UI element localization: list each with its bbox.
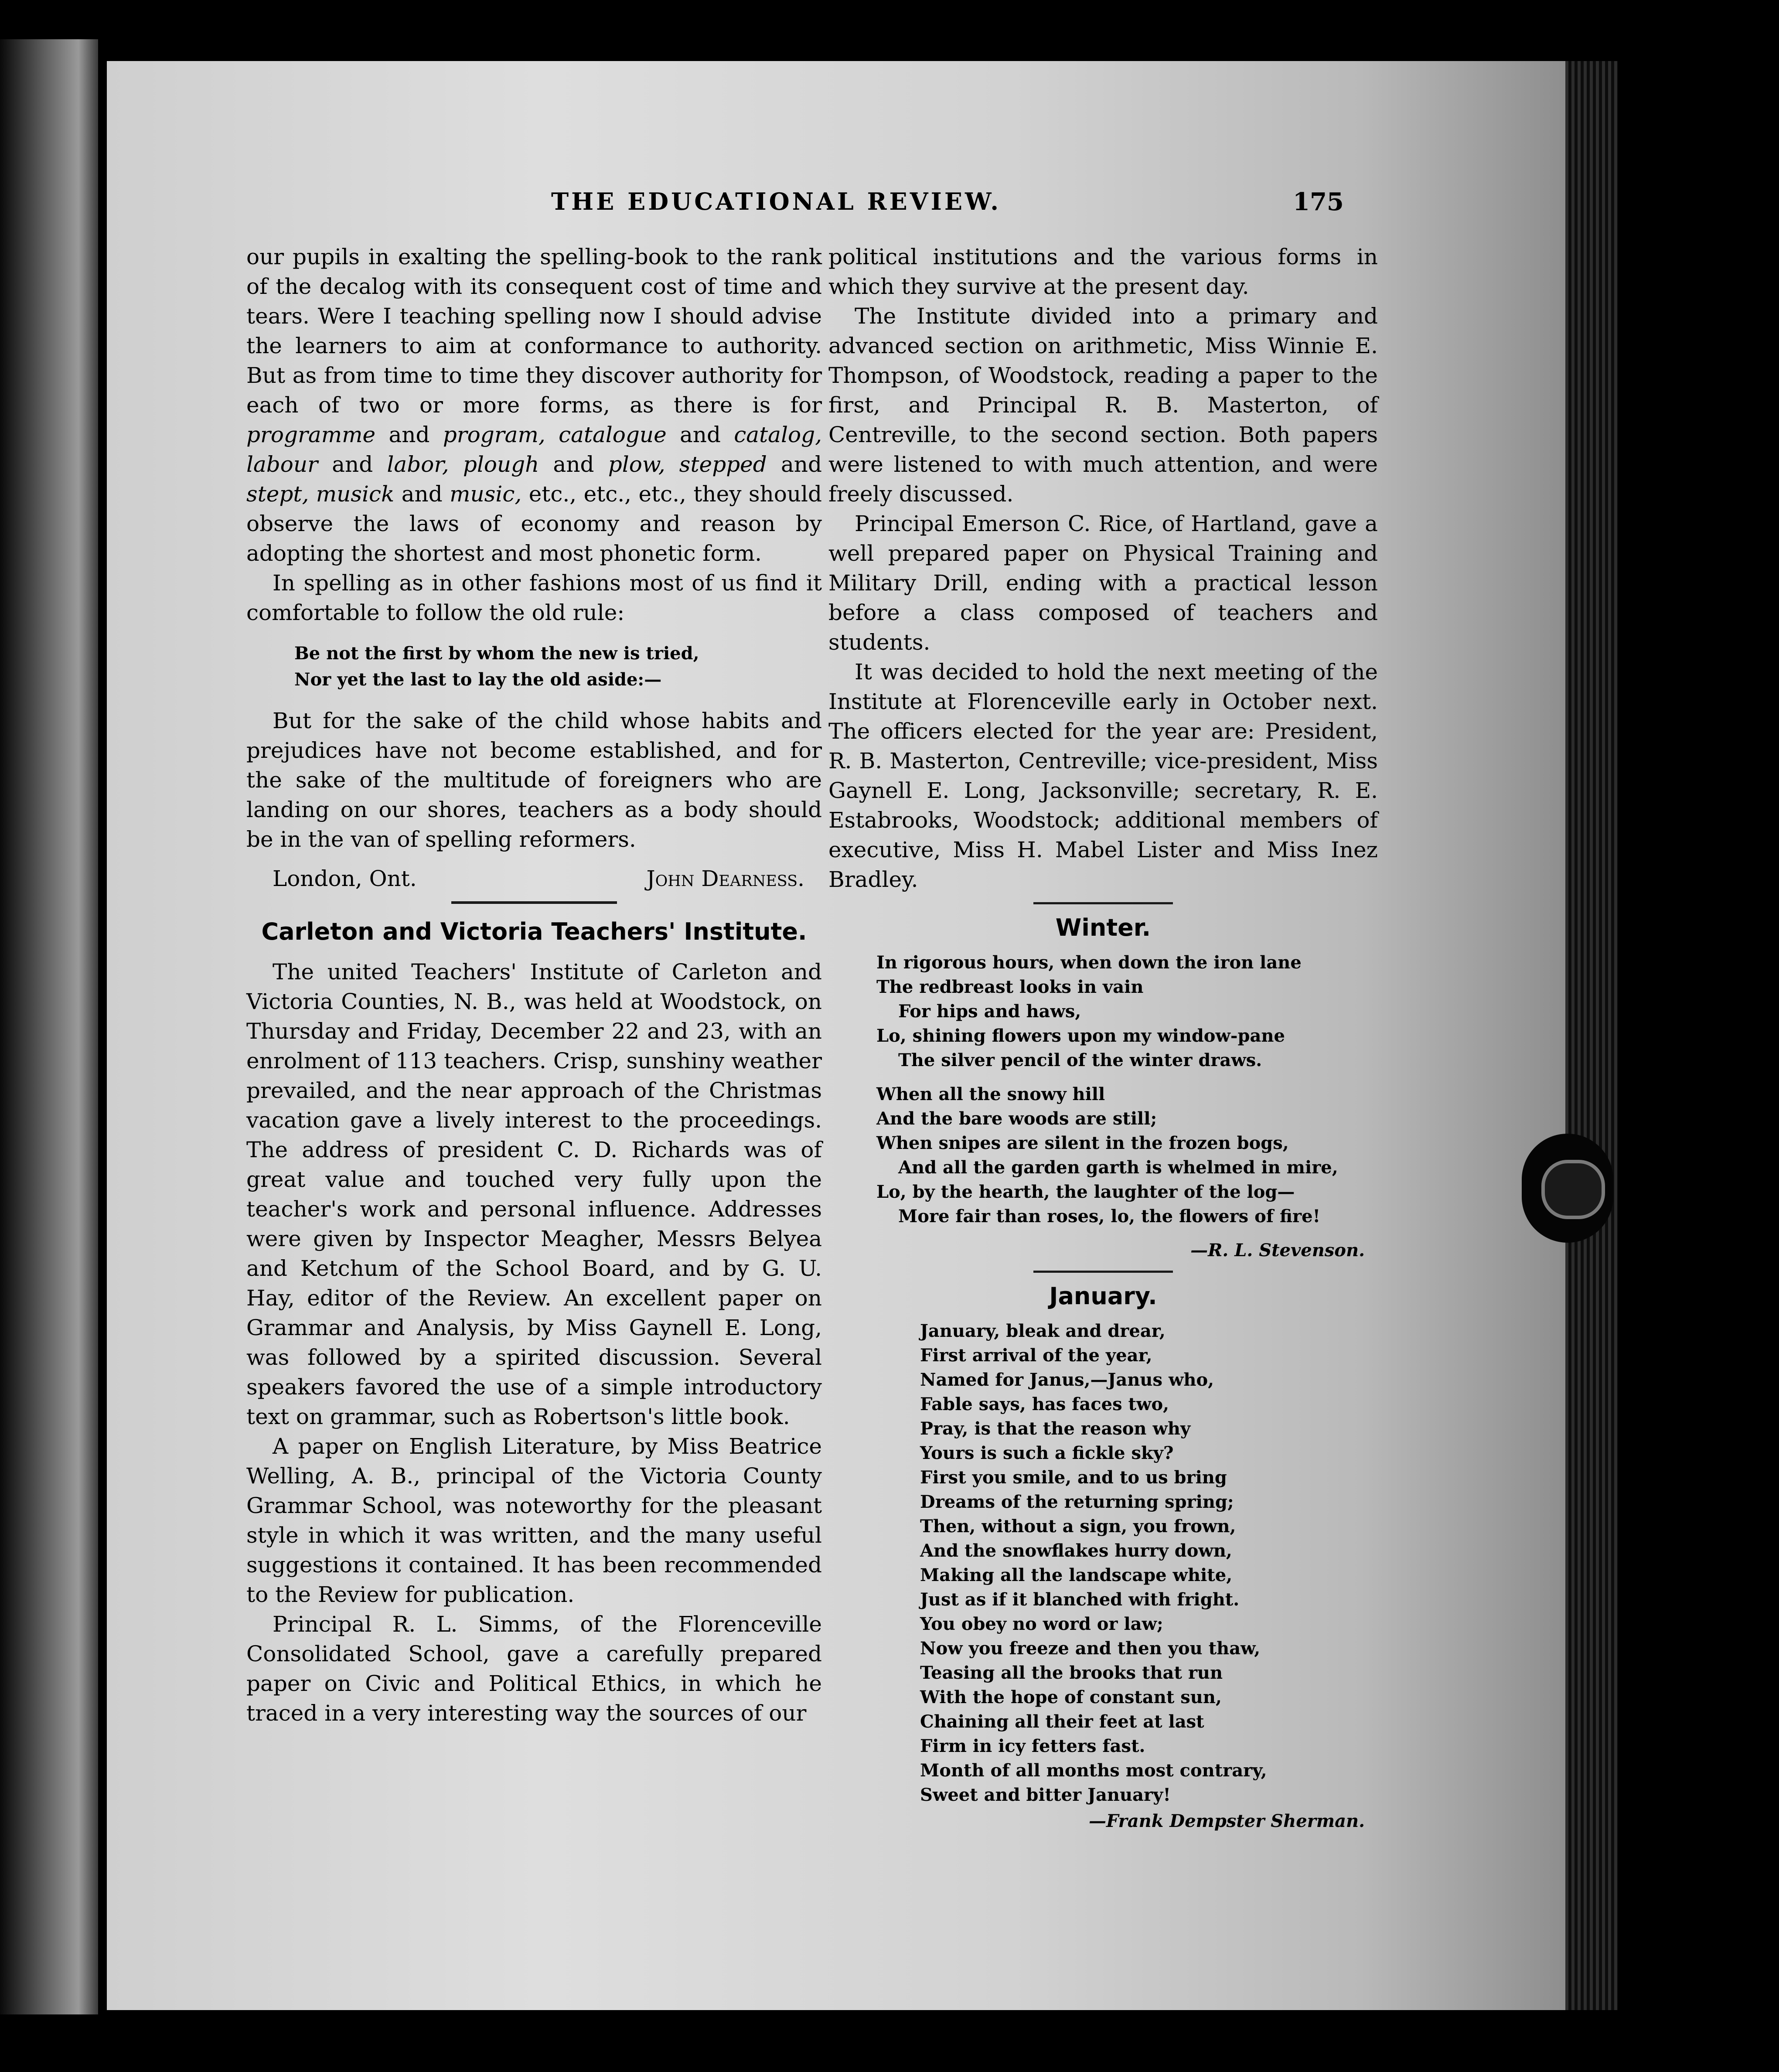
institute-paragraph-3: Principal R. L. Simms, of the Florenceville Consolidated School, gave a carefully prepared paper on Civic and Political Ethics, in which he traced in a very interesting way the sources of our [246,1612,822,1726]
poem-line: The silver pencil of the winter draws. [898,1050,1262,1070]
poem-line: Chaining all their feet at last [920,1711,1204,1732]
institute-paragraph-2: A paper on English Literature, by Miss Beatrice Welling, A. B., principal of the Victoria County Grammar School, was noteworthy for the pleasant style in which it was written, and the many useful suggestions it contained. It has been recommended to the Review for publication. [246,1434,822,1607]
book-page-edges [1565,61,1618,2010]
winter-title: Winter. [1055,914,1151,941]
poem-line: Named for Janus,—Janus who, [920,1370,1214,1390]
poem-line: Firm in icy fetters fast. [920,1736,1145,1756]
poem-line: In rigorous hours, when down the iron lane [876,952,1302,973]
poem-line: Month of all months most contrary, [920,1760,1267,1781]
poem-line: Fable says, has faces two, [920,1394,1169,1414]
winter-author: —R. L. Stevenson. [1190,1240,1365,1261]
poem-line: First you smile, and to us bring [920,1467,1227,1488]
institute-paragraph-4: political institutions and the various forms in which they survive at the present day. [828,244,1378,299]
poem-line: And the bare woods are still; [876,1108,1157,1129]
couplet-line: Nor yet the last to lay the old aside:— [294,669,662,690]
poem-line: For hips and haws, [898,1001,1081,1022]
january-poem [828,1319,1378,1833]
right-column [828,242,1378,1833]
section-rule [451,901,617,904]
poem-stanza [828,1082,1378,1229]
poem-line: With the hope of constant sun, [920,1687,1222,1707]
poem-line: Lo, shining flowers upon my window-pane [876,1026,1285,1046]
poem-line: Sweet and bitter January! [920,1785,1171,1805]
poem-line: Then, without a sign, you frown, [920,1516,1236,1537]
poem-line: First arrival of the year, [920,1345,1152,1366]
january-author: —Frank Dempster Sherman. [1088,1811,1365,1831]
poem-line: You obey no word or law; [920,1614,1163,1634]
couplet-line: Be not the first by whom the new is tried, [294,643,699,664]
poem-line: When snipes are silent in the frozen bogs, [876,1133,1289,1153]
signoff-author: John Dearness. [646,866,804,891]
binder-clip-ring [1541,1160,1605,1219]
poem-line: Just as if it blanched with fright. [920,1589,1240,1610]
poem-stanza [828,951,1378,1073]
poem-line: Pray, is that the reason why [920,1418,1191,1439]
poem-line: Lo, by the hearth, the laughter of the log— [876,1182,1295,1202]
poem-line: And the snowflakes hurry down, [920,1540,1232,1561]
signoff [246,864,822,893]
poem-line: More fair than roses, lo, the flowers of fire! [898,1206,1321,1227]
poem-line: The redbreast looks in vain [876,977,1144,997]
poem-line: And all the garden garth is whelmed in mire, [898,1157,1338,1178]
page-number: 175 [1293,187,1344,216]
institute-paragraph-6: Principal Emerson C. Rice, of Hartland, gave a well prepared paper on Physical Training and Military Drill, ending with a practical lesson before a class composed of teachers and students. [828,511,1378,655]
spelling-paragraph-3: But for the sake of the child whose habits and prejudices have not become established, and for the sake of the multitude of foreigners who are landing on our shores, teachers as a body should be in the van of spelling reformers. [246,708,822,852]
spelling-paragraph-2: In spelling as in other fashions most of us find it comfortable to follow the old rule: [246,570,822,625]
winter-poem [828,951,1378,1263]
poem-line: January, bleak and drear, [920,1321,1166,1341]
institute-paragraph-1: The united Teachers' Institute of Carleton and Victoria Counties, N. B., was held at Woodstock, on Thursday and Friday, December 22 and 23, with an enrolment of 113 teachers. Crisp, sunshiny weather prevailed, and the near approach of the Christmas vacation gave a lively interest to the proceedings. The address of president C. D. Richards was of great value and touched very fully upon the teacher's work and personal influence. Addresses were given by Inspector Meagher, Messrs Belyea and Ketchum of the School Board, and by G. U. Hay, editor of the Review. An excellent paper on Grammar and Analysis, by Miss Gaynell E. Long, was followed by a spirited discussion. Several speakers favored the use of a simple introductory text on grammar, such as Robertson's little book. [246,959,822,1429]
poem-rule [1033,902,1173,904]
poem-line: Yours is such a fickle sky? [920,1443,1174,1463]
poem-line: Now you freeze and then you thaw, [920,1638,1261,1659]
signoff-place: London, Ont. [273,866,417,891]
poem-line: When all the snowy hill [876,1084,1105,1104]
institute-heading: Carleton and Victoria Teachers' Institute. [261,918,807,945]
running-head: THE EDUCATIONAL REVIEW. [551,187,1002,215]
institute-paragraph-5: The Institute divided into a primary and advanced section on arithmetic, Miss Winnie E. Thompson, of Woodstock, reading a paper to the first, and Principal R. B. Masterton, of Centreville, to the second section. Both papers were listened to with much attention, and were freely discussed. [828,303,1378,507]
institute-paragraph-7: It was decided to hold the next meeting of the Institute at Florenceville early in October next. The officers elected for the year are: President, R. B. Masterton, Centreville; vice-president, Miss Gaynell E. Long, Jacksonville; secretary, R. E. Estabrooks, Woodstock; additional members of executive, Miss H. Mabel Lister and Miss Inez Bradley. [828,659,1378,892]
poem-rule [1033,1271,1173,1273]
january-title: January. [1049,1282,1157,1310]
spelling-paragraph-1: our pupils in exalting the spelling-book to the rank of the decalog with its consequent cost of time and tears. Were I teaching spelling now I should advise the learners to aim at conformance to authority. But as from time to time they discover authority for each of two or more forms, as there is for programme and program, catalogue and catalog, labour and labor, plough and plow, stepped and stept, musick and music, etc., etc., etc., they should observe the laws of economy and reason by adopting the shortest and most phonetic form. [246,244,822,566]
facing-page-edge [0,39,98,2014]
poem-line: Dreams of the returning spring; [920,1492,1234,1512]
left-column [246,242,822,1728]
poem-line: Making all the landscape white, [920,1565,1233,1585]
poem-line: Teasing all the brooks that run [920,1663,1223,1683]
quoted-couplet [294,641,822,693]
